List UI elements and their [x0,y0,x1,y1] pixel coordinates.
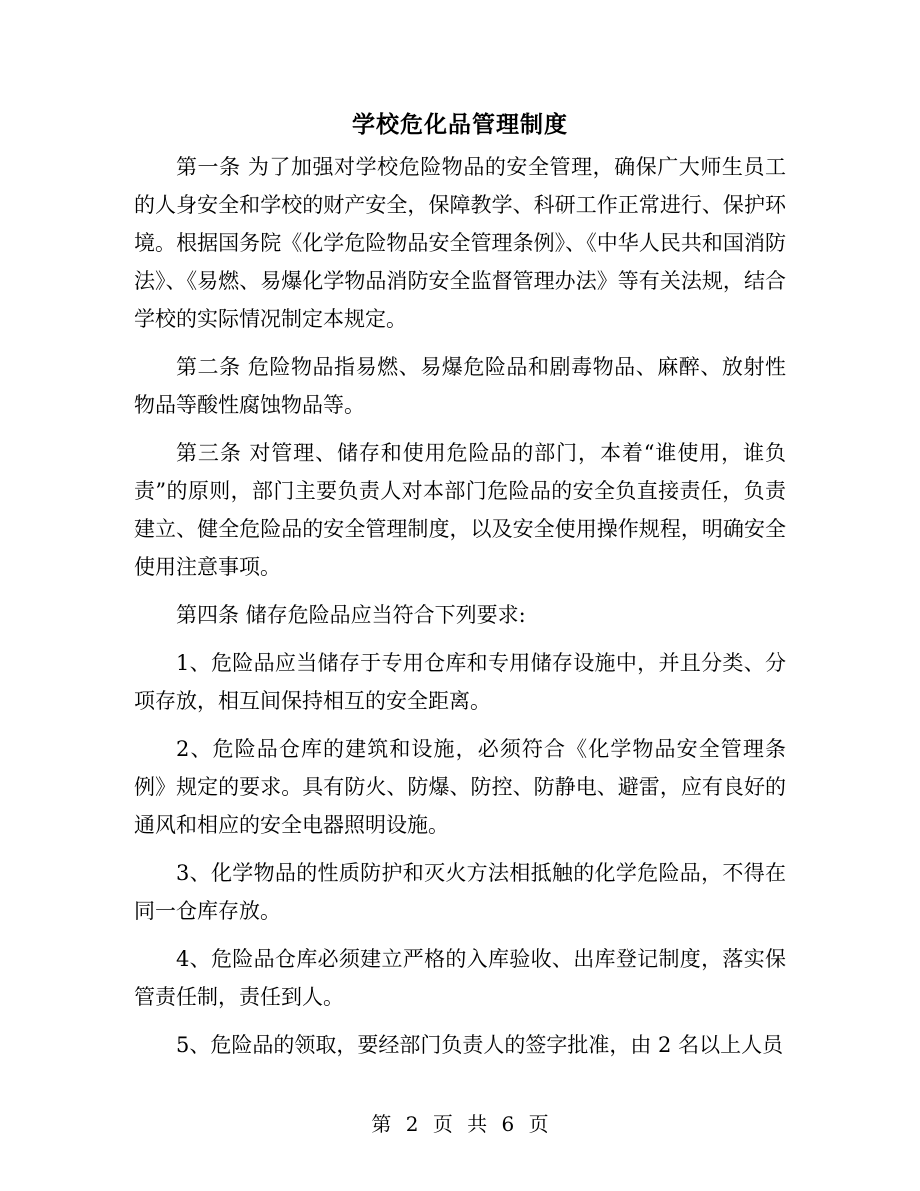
total-pages-number: 6 [501,1112,515,1136]
page-label-suffix: 页 [528,1112,549,1136]
page-label-mid: 页 [432,1112,453,1136]
current-page-number: 2 [405,1112,419,1136]
paragraph-article-3: 第三条 对管理、储存和使用危险品的部门，本着“谁使用，谁负责”的原则，部门主要负责人对本部门危险品的安全负直接责任，负责建立、健全危险品的安全管理制度，以及安全使用操作规程，明确安全使用注意事项。 [134,441,786,579]
paragraph-item-3: 3、化学物品的性质防护和灭火方法相抵触的化学危险品，不得在同一仓库存放。 [134,861,786,923]
paragraph-item-4: 4、危险品仓库必须建立严格的入库验收、出库登记制度，落实保管责任制，责任到人。 [134,947,786,1009]
page-label-prefix: 第 [371,1112,392,1136]
page-footer [0,1110,920,1138]
paragraph-item-5: 5、危险品的领取，要经部门负责人的签字批准，由 2 名以上人员 [176,1033,784,1057]
total-label: 共 [467,1112,488,1136]
paragraph-article-4: 第四条 储存危险品应当符合下列要求: [176,603,526,627]
document-body [134,148,786,1074]
paragraph-article-1: 第一条 为了加强对学校危险物品的安全管理，确保广大师生员工的人身安全和学校的财产安全，保障教学、科研工作正常进行、保护环境。根据国务院《化学危险物品安全管理条例》、《中华人民共和国消防法》、《易燃、易爆化学物品消防安全监督管理办法》等有关法规，结合学校的实际情况制定本规定。 [134,155,786,331]
document-title: 学校危化品管理制度 [352,111,568,138]
paragraph-item-1: 1、危险品应当储存于专用仓库和专用储存设施中，并且分类、分项存放，相互间保持相互的安全距离。 [134,651,786,713]
paragraph-item-2: 2、危险品仓库的建筑和设施，必须符合《化学物品安全管理条例》规定的要求。具有防火、防爆、防控、防静电、避雷，应有良好的通风和相应的安全电器照明设施。 [134,737,786,837]
paragraph-article-2: 第二条 危险物品指易燃、易爆危险品和剧毒物品、麻醉、放射性物品等酸性腐蚀物品等。 [134,355,786,417]
